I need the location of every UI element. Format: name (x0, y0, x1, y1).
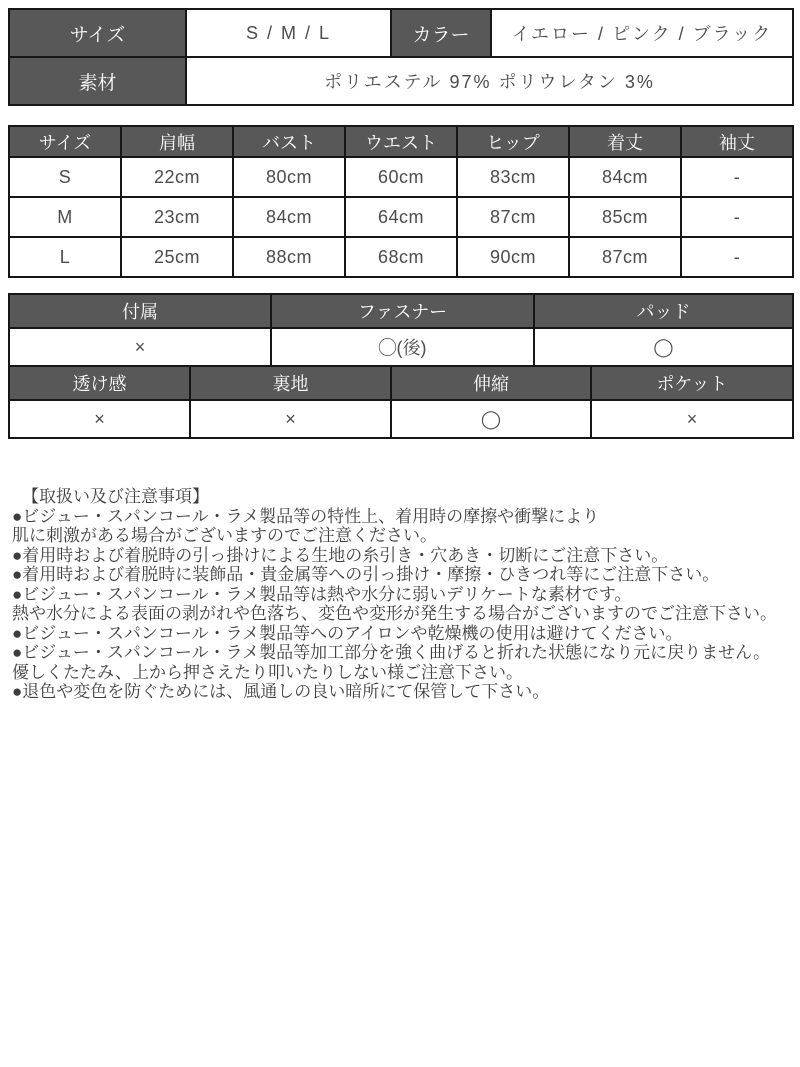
color-value: イエロー / ピンク / ブラック (491, 9, 793, 57)
measurements-table (8, 125, 794, 278)
features1-value-row (9, 328, 793, 366)
features-table-2 (8, 365, 794, 439)
features-table-1 (8, 293, 794, 367)
cell-waist: 64cm (345, 197, 457, 237)
note-line: ●ビジュー・スパンコール・ラメ製品等加工部分を強く曲げると折れた状態になり元に戻りません。 (12, 643, 771, 662)
accessory-header: 付属 (9, 294, 271, 328)
cell-length: 84cm (569, 157, 681, 197)
handling-notes (8, 487, 792, 702)
cell-size: M (9, 197, 121, 237)
col-header-bust: バスト (233, 126, 345, 157)
cell-shoulder: 23cm (121, 197, 233, 237)
zipper-value: ◯(後) (271, 328, 534, 366)
cell-shoulder: 25cm (121, 237, 233, 277)
cell-bust: 84cm (233, 197, 345, 237)
pocket-value: × (591, 400, 793, 438)
cell-sleeve: - (681, 197, 793, 237)
cell-sleeve: - (681, 237, 793, 277)
notes-title: 【取扱い及び注意事項】 (22, 487, 209, 506)
cell-bust: 80cm (233, 157, 345, 197)
cell-size: L (9, 237, 121, 277)
pad-header: パッド (534, 294, 793, 328)
accessory-value: × (9, 328, 271, 366)
col-header-length: 着丈 (569, 126, 681, 157)
cell-bust: 88cm (233, 237, 345, 277)
lining-header: 裏地 (190, 366, 391, 400)
measurements-row-m (9, 197, 793, 237)
cell-shoulder: 22cm (121, 157, 233, 197)
cell-hip: 83cm (457, 157, 569, 197)
lining-value: × (190, 400, 391, 438)
pad-value: ◯ (534, 328, 793, 366)
features2-header-row (9, 366, 793, 400)
note-line: ●ビジュー・スパンコール・ラメ製品等へのアイロンや乾燥機の使用は避けてください。 (12, 623, 683, 643)
col-header-waist: ウエスト (345, 126, 457, 157)
sheer-header: 透け感 (9, 366, 190, 400)
material-header: 素材 (9, 57, 186, 105)
cell-waist: 60cm (345, 157, 457, 197)
measurements-header-row (9, 126, 793, 157)
col-header-shoulder: 肩幅 (121, 126, 233, 157)
cell-sleeve: - (681, 157, 793, 197)
note-line: ●着用時および着脱時に装飾品・貴金属等への引っ掛け・摩擦・ひきつれ等にご注意下さい。 (12, 565, 720, 584)
col-header-size: サイズ (9, 126, 121, 157)
measurements-row-s (9, 157, 793, 197)
note-line: 優しくたたみ、上から押さえたり叩いたりしない様ご注意下さい。 (12, 662, 524, 682)
note-line: 肌に刺激がある場合がございますのでご注意ください。 (12, 526, 437, 545)
features2-value-row (9, 400, 793, 438)
col-header-hip: ヒップ (457, 126, 569, 157)
stretch-header: 伸縮 (391, 366, 591, 400)
measurements-row-l (9, 237, 793, 277)
col-header-sleeve: 袖丈 (681, 126, 793, 157)
features1-header-row (9, 294, 793, 328)
cell-size: S (9, 157, 121, 197)
note-line: ●ビジュー・スパンコール・ラメ製品等の特性上、着用時の摩擦や衝撃により (12, 506, 600, 526)
zipper-header: ファスナー (271, 294, 534, 328)
size-value: S / M / L (186, 9, 391, 57)
cell-length: 87cm (569, 237, 681, 277)
sheer-value: × (9, 400, 190, 438)
cell-length: 85cm (569, 197, 681, 237)
spec-table (8, 8, 794, 106)
note-line: ●着用時および着脱時の引っ掛けによる生地の糸引き・穴あき・切断にご注意下さい。 (12, 545, 669, 565)
spec-row-size-color (9, 9, 793, 57)
material-value: ポリエステル 97% ポリウレタン 3% (186, 57, 793, 105)
note-line: 熱や水分による表面の剥がれや色落ち、変色や変形が発生する場合がございますのでご注意下さい。 (12, 604, 777, 623)
cell-waist: 68cm (345, 237, 457, 277)
cell-hip: 90cm (457, 237, 569, 277)
note-line: ●退色や変色を防ぐためには、風通しの良い暗所にて保管して下さい。 (12, 682, 550, 701)
size-header: サイズ (9, 9, 186, 57)
note-line: ●ビジュー・スパンコール・ラメ製品等は熱や水分に弱いデリケートな素材です。 (12, 584, 632, 604)
color-header: カラー (391, 9, 491, 57)
stretch-value: ◯ (391, 400, 591, 438)
spec-row-material (9, 57, 793, 105)
pocket-header: ポケット (591, 366, 793, 400)
cell-hip: 87cm (457, 197, 569, 237)
